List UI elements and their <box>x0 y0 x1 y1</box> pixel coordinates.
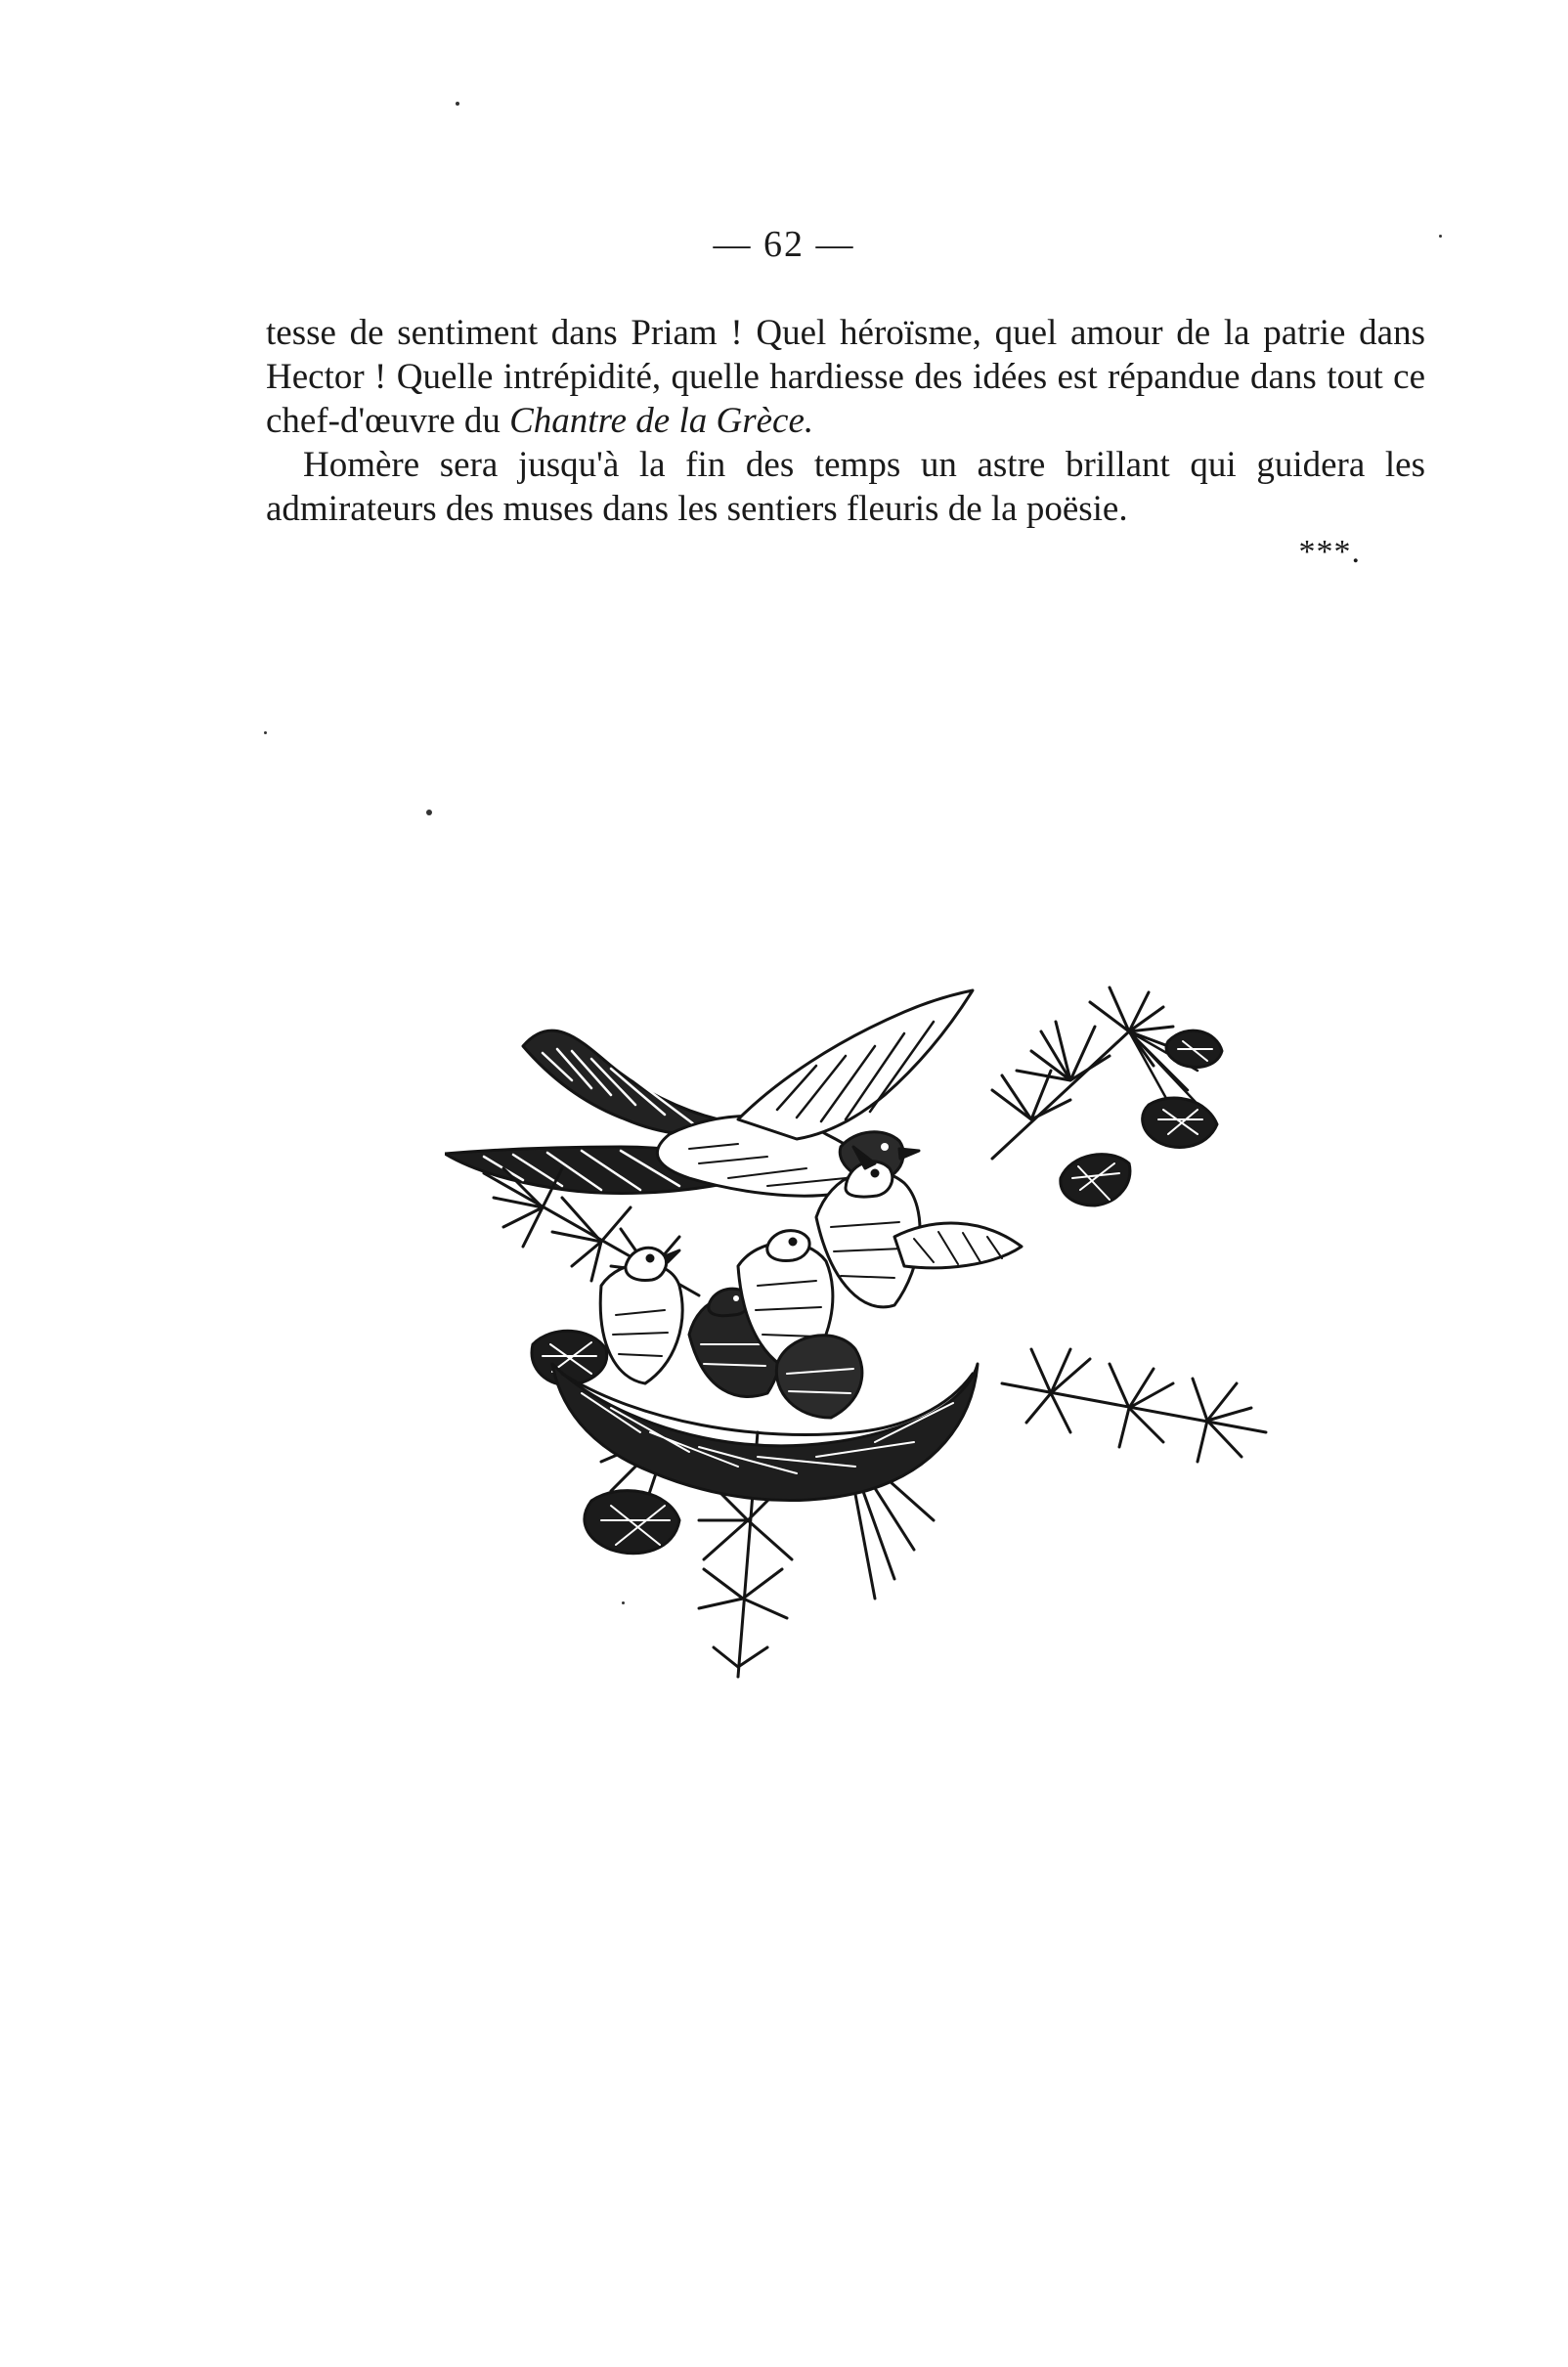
pine-cone-small <box>1166 1030 1222 1067</box>
print-speck <box>1439 235 1442 238</box>
pine-cone-bottom-left <box>585 1491 679 1554</box>
paragraph-continuation-text: tesse de sentiment dans Priam ! Quel héroïsme, quel amour de la patrie dans Hector ! Quelle intrépidité, quelle hardiesse des idées est répandue dans tout ce chef-d'œuvre du <box>266 313 1425 441</box>
flying-bird <box>445 990 973 1196</box>
page-number: — 62 — <box>713 224 855 265</box>
print-speck <box>264 731 267 734</box>
birds-nest-engraving <box>445 973 1276 1687</box>
pine-cone-upper-right <box>1143 1098 1217 1147</box>
nestling-left <box>600 1248 682 1383</box>
print-speck <box>426 810 432 815</box>
nestling-dark-lower <box>776 1336 862 1418</box>
signature-asterisks: ***. <box>1298 534 1361 570</box>
paragraph-homere: Homère sera jusqu'à la fin des temps un astre brillant qui guidera les admirateurs des muses dans les sentiers fleuris de la poësie. <box>266 445 1425 529</box>
pine-branch-lower-right <box>1002 1349 1266 1462</box>
paragraph-continuation <box>266 311 1425 443</box>
body-text <box>266 311 1425 531</box>
print-speck <box>456 102 459 106</box>
italic-phrase: Chantre de la Grèce. <box>509 401 814 441</box>
pine-cone-left-upper <box>1061 1155 1130 1205</box>
